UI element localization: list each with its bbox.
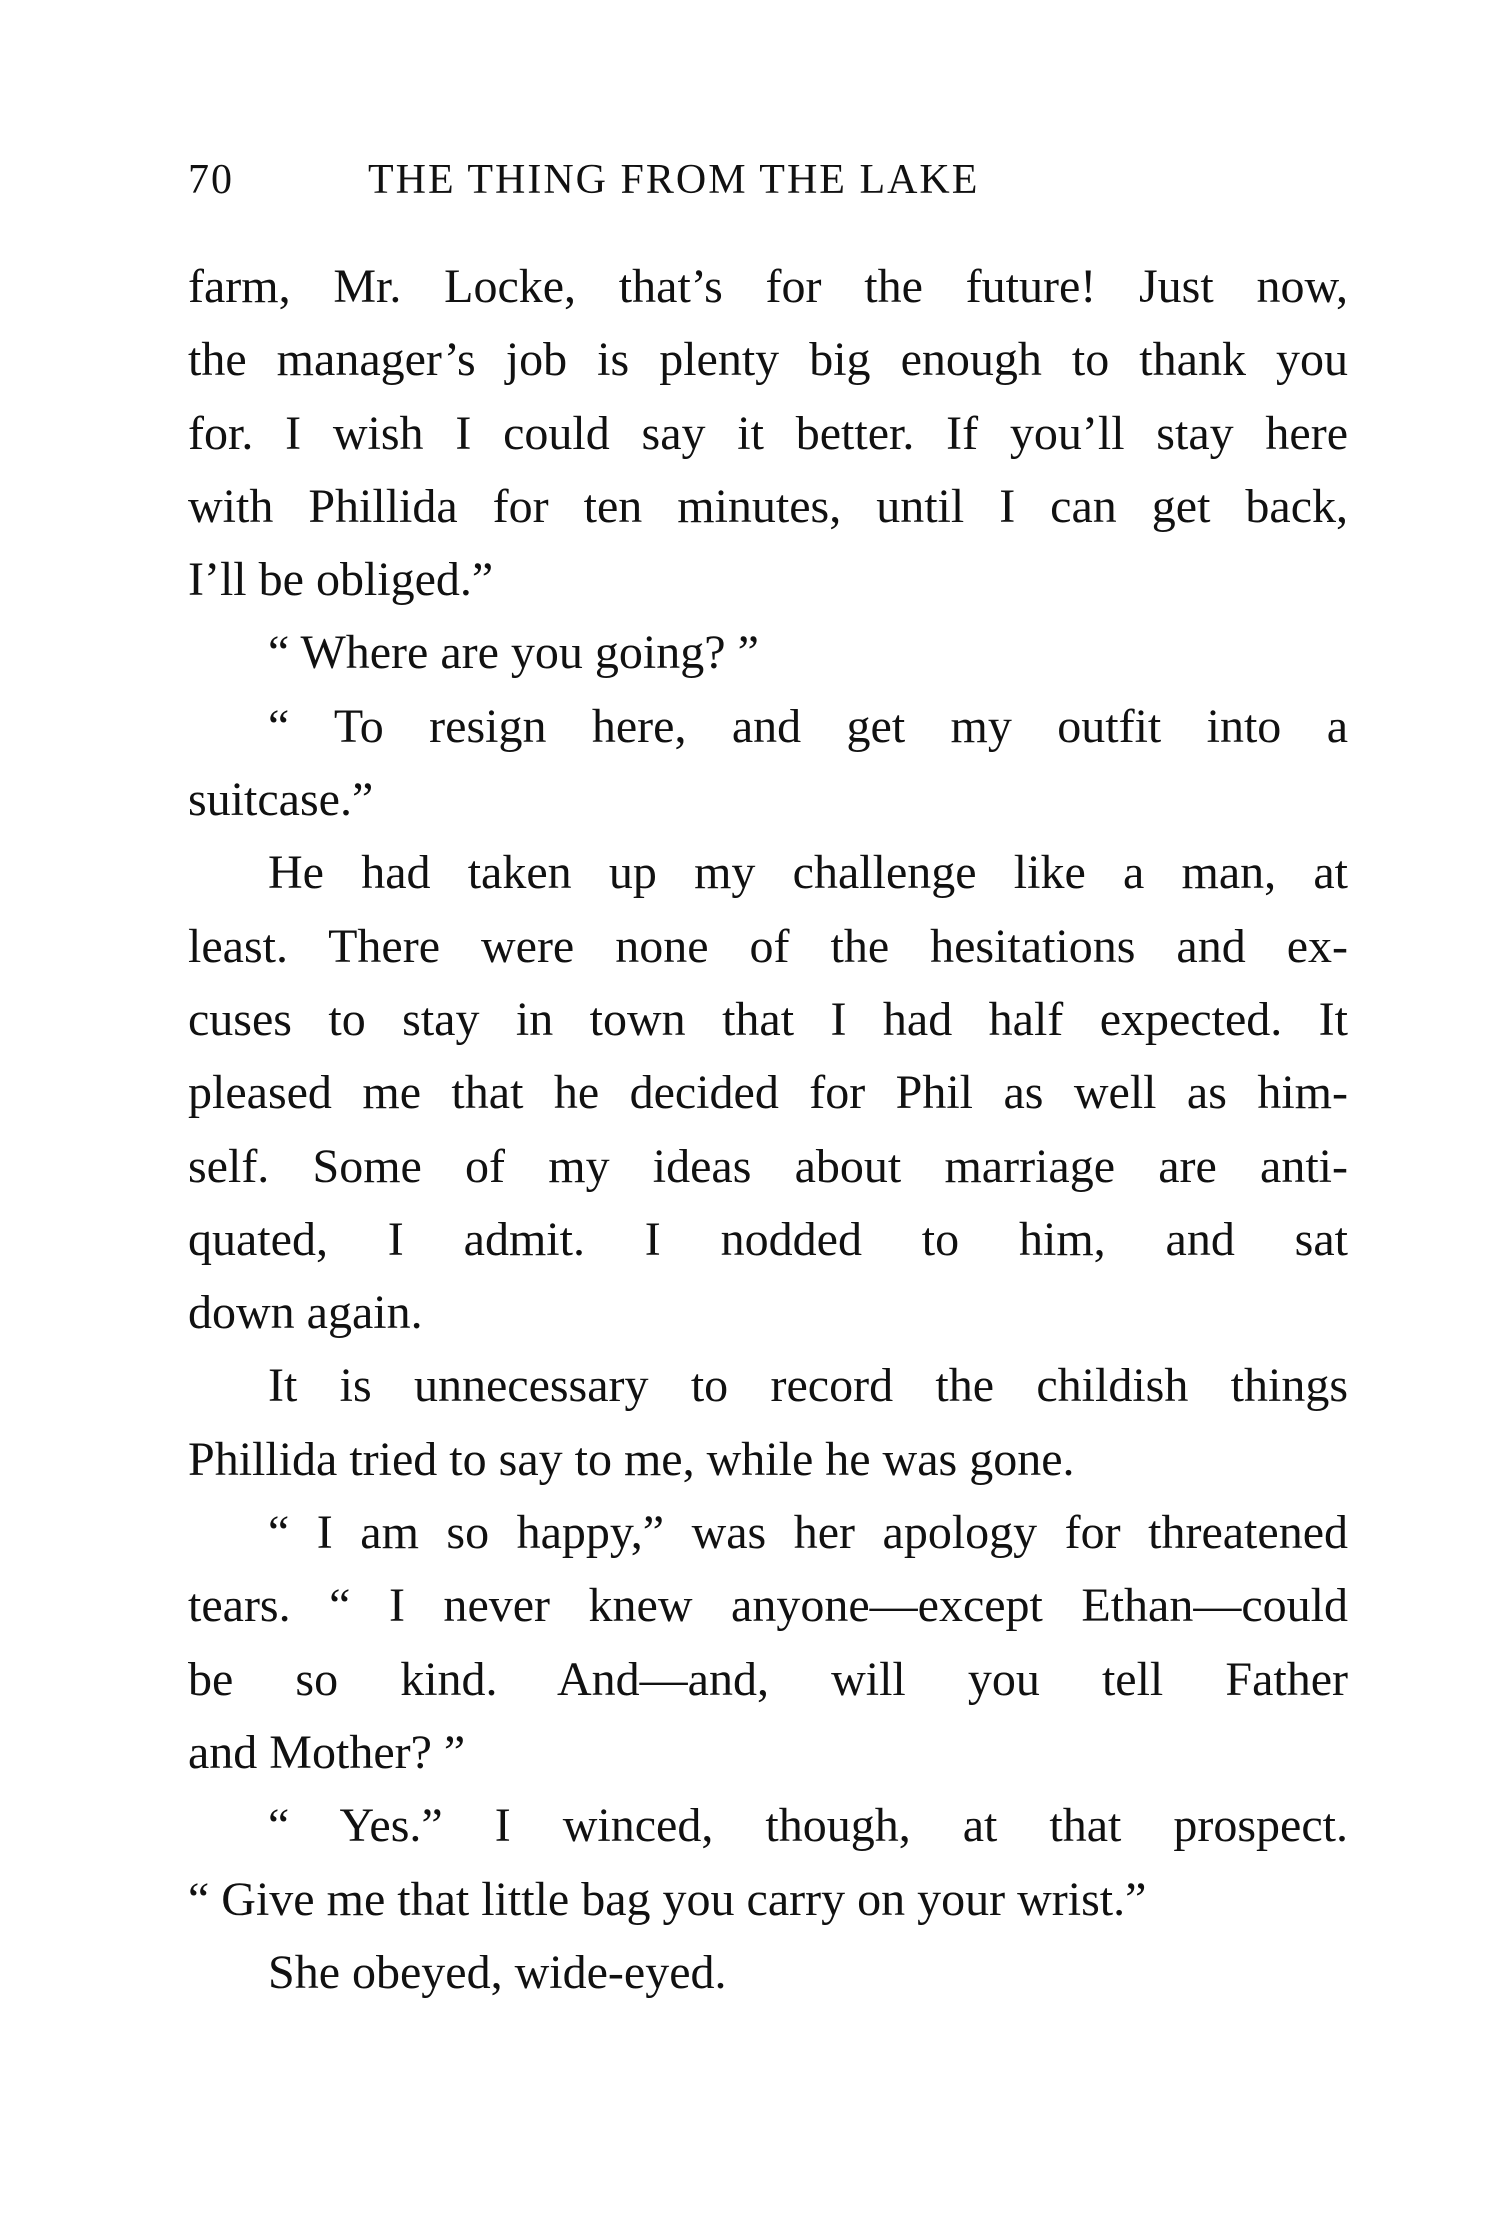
- text-line: tears. “ I never knew anyone—except Ethan—could: [188, 1579, 1348, 1633]
- text-line: “ To resign here, and get my outfit into a: [268, 699, 1348, 753]
- text-line: quated, I admit. I nodded to him, and sat: [188, 1212, 1348, 1266]
- text-line: for. I wish I could say it better. If you’ll stay here: [188, 406, 1348, 460]
- text-line: farm, Mr. Locke, that’s for the future! Just now,: [188, 260, 1348, 313]
- text-line: and Mother? ”: [188, 1725, 466, 1779]
- text-line: He had taken up my challenge like a man, at: [268, 846, 1348, 900]
- running-head: THE THING FROM THE LAKE: [368, 157, 980, 203]
- text-line: Phillida tried to say to me, while he was gone.: [188, 1432, 1075, 1486]
- text-line: It is unnecessary to record the childish things: [268, 1359, 1348, 1413]
- text-line: least. There were none of the hesitations and ex-: [188, 919, 1348, 973]
- page-number: 70: [188, 157, 234, 203]
- text-line: “ Give me that little bag you carry on your wrist.”: [188, 1872, 1147, 1926]
- text-line: down again.: [188, 1286, 423, 1340]
- text-line: She obeyed, wide-eyed.: [268, 1945, 727, 1999]
- text-line: cuses to stay in town that I had half expected. It: [188, 992, 1348, 1046]
- text-line: with Phillida for ten minutes, until I can get back,: [188, 479, 1348, 533]
- text-line: pleased me that he decided for Phil as well as him-: [188, 1066, 1348, 1120]
- text-line: self. Some of my ideas about marriage are anti-: [188, 1139, 1348, 1193]
- text-line: I’ll be obliged.”: [188, 553, 494, 607]
- body-text: [188, 250, 1348, 2009]
- text-line: “ Yes.” I winced, though, at that prospect.: [268, 1799, 1348, 1853]
- text-line: “ Where are you going? ”: [268, 626, 759, 680]
- page-header: [188, 156, 1348, 216]
- text-line: be so kind. And—and, will you tell Father: [188, 1652, 1348, 1706]
- text-line: the manager’s job is plenty big enough to thank you: [188, 333, 1348, 387]
- text-line: “ I am so happy,” was her apology for threatened: [268, 1506, 1348, 1560]
- text-line: suitcase.”: [188, 773, 374, 827]
